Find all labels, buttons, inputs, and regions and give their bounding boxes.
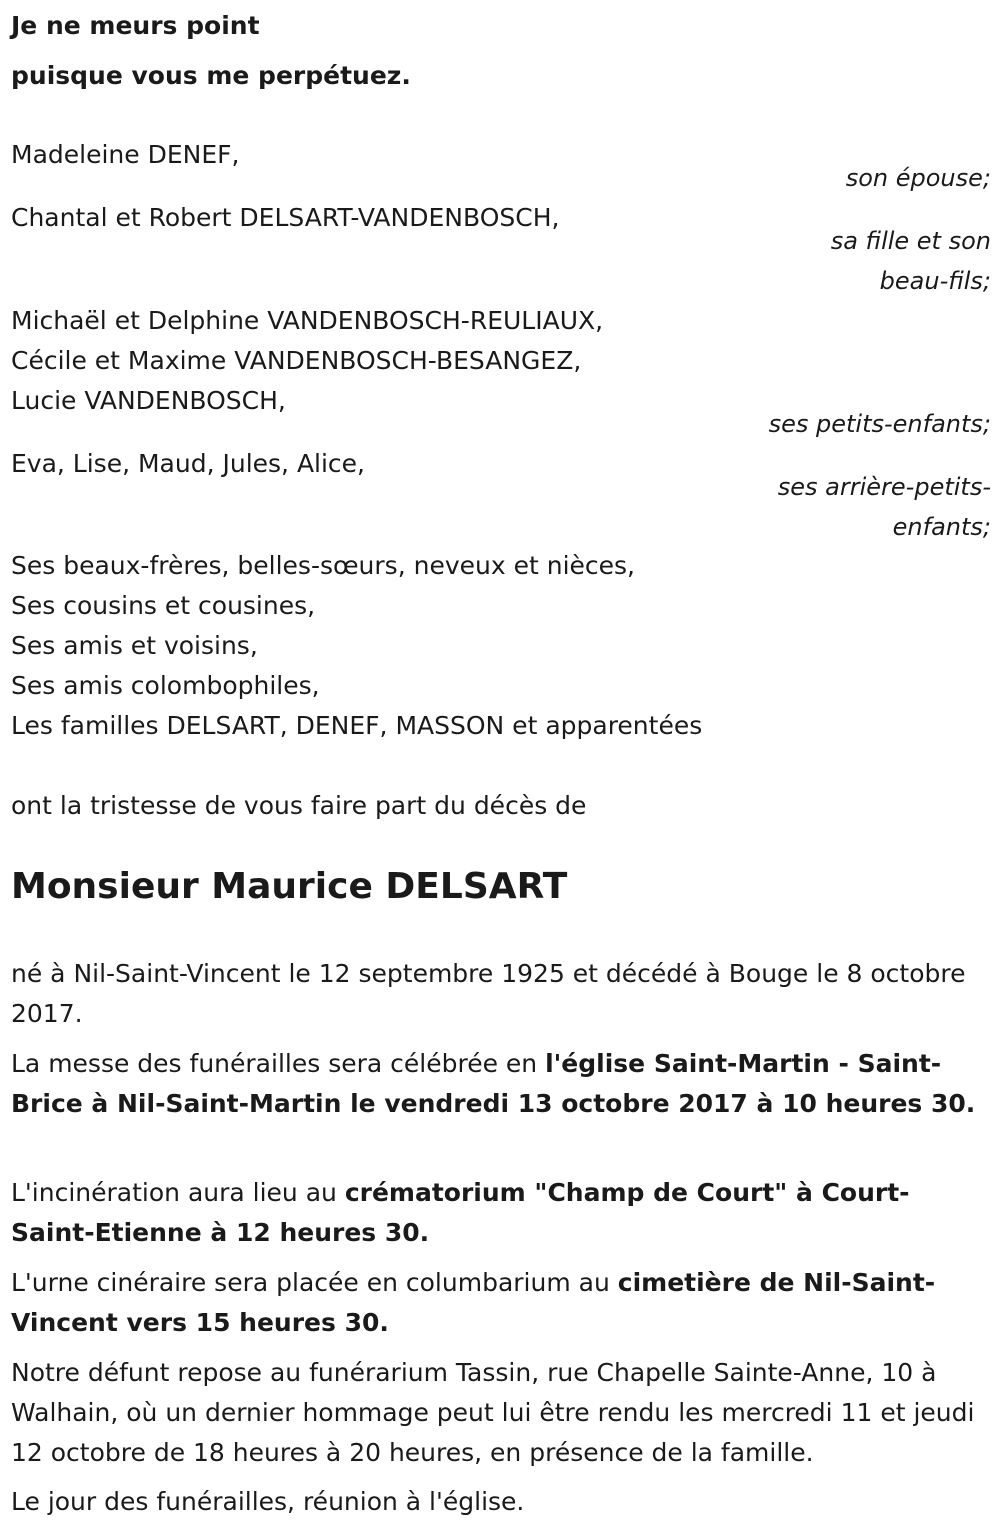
funeral-home-paragraph: Notre défunt repose au funérarium Tassin, rue Chapelle Sainte-Anne, 10 à Walhain, où un dernier hommage peut lui être rendu les mercredi 11 et jeudi 12 octobre de 18 heures à 20 heures, en présence de la famille.: [11, 1358, 975, 1467]
deceased-name: Monsieur Maurice DELSART: [11, 866, 568, 907]
mourner-line: Ses cousins et cousines,: [11, 591, 316, 620]
mass-details: l'église Saint-Martin - Saint-Brice à Nil-Saint-Martin le vendredi 13 octobre 2017 à 10 heures 30.: [11, 1049, 976, 1118]
mourner-name: Chantal et Robert DELSART-VANDENBOSCH,: [11, 203, 560, 232]
mourner-line: Ses amis et voisins,: [11, 631, 258, 660]
relation-label: ses petits-enfants;: [768, 410, 991, 438]
obituary-notice: [11, 0, 991, 1538]
relation-label: ses arrière-petits-: [777, 473, 991, 501]
cremation-paragraph: [11, 1173, 986, 1253]
mourner-line: Les familles DELSART, DENEF, MASSON et apparentées: [11, 711, 703, 740]
cremation-prefix: L'incinération aura lieu au: [11, 1178, 345, 1207]
epigraph-line-2: puisque vous me perpétuez.: [11, 61, 411, 90]
epigraph-line-1: Je ne meurs point: [11, 11, 260, 40]
relation-label: enfants;: [892, 513, 991, 541]
mourner-name: Madeleine DENEF,: [11, 140, 240, 169]
mourner-name: Cécile et Maxime VANDENBOSCH-BESANGEZ,: [11, 346, 582, 375]
gathering-paragraph: Le jour des funérailles, réunion à l'église.: [11, 1487, 525, 1516]
mourner-name: Lucie VANDENBOSCH,: [11, 386, 286, 415]
funeral-mass-paragraph: [11, 1044, 986, 1124]
cremation-details: crématorium "Champ de Court" à Court-Saint-Etienne à 12 heures 30.: [11, 1178, 910, 1247]
mass-prefix: La messe des funérailles sera célébrée en: [11, 1049, 546, 1078]
mourner-line: Ses amis colombophiles,: [11, 671, 320, 700]
relation-label: beau-fils;: [879, 267, 991, 295]
mourner-line: Ses beaux-frères, belles-sœurs, neveux et nièces,: [11, 551, 635, 580]
announcement-text: ont la tristesse de vous faire part du décès de: [11, 791, 587, 820]
mourner-name: Michaël et Delphine VANDENBOSCH-REULIAUX,: [11, 306, 604, 335]
relation-label: son épouse;: [845, 164, 991, 192]
urn-paragraph: [11, 1263, 986, 1343]
urn-prefix: L'urne cinéraire sera placée en columbarium au: [11, 1268, 618, 1297]
relation-label: sa fille et son: [830, 227, 991, 255]
urn-details: cimetière de Nil-Saint-Vincent vers 15 heures 30.: [11, 1268, 936, 1337]
birth-death-paragraph: né à Nil-Saint-Vincent le 12 septembre 1925 et décédé à Bouge le 8 octobre 2017.: [11, 959, 966, 1028]
mourner-name: Eva, Lise, Maud, Jules, Alice,: [11, 449, 366, 478]
